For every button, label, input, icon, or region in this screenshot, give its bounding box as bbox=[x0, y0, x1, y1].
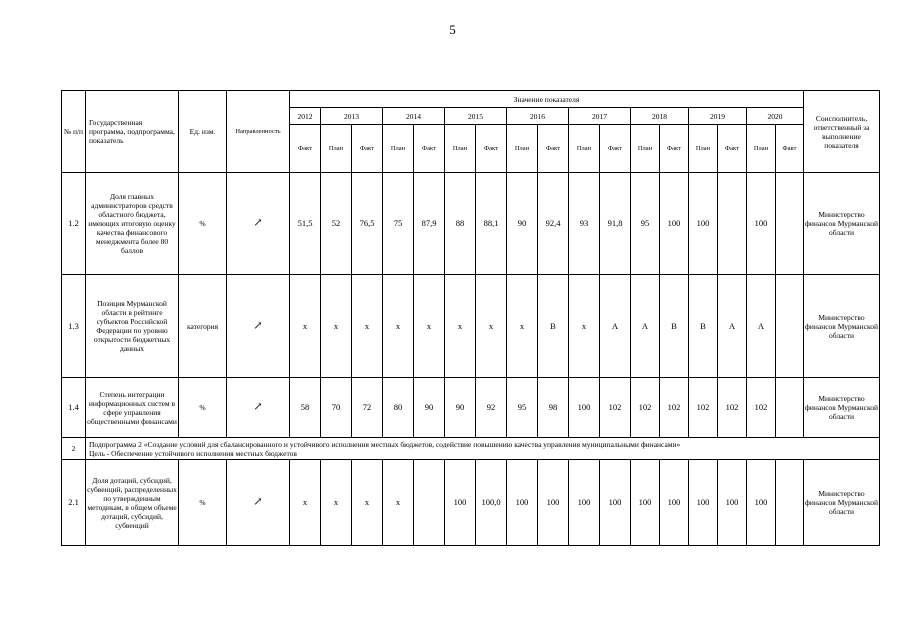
table-row bbox=[62, 275, 880, 378]
value-cell: 102 bbox=[660, 378, 689, 438]
value-cell: 100 bbox=[718, 460, 747, 546]
value-cell: 93 bbox=[569, 173, 600, 275]
subhdr-fact: Факт bbox=[718, 125, 747, 173]
value-cell: х bbox=[476, 275, 507, 378]
value-cell: 95 bbox=[631, 173, 660, 275]
value-cell: В bbox=[538, 275, 569, 378]
table-row bbox=[62, 378, 880, 438]
value-cell: х bbox=[414, 275, 445, 378]
executor-cell: Министерство финансов Мурманской области bbox=[804, 275, 880, 378]
value-cell: В bbox=[660, 275, 689, 378]
value-cell: 100 bbox=[538, 460, 569, 546]
value-cell: 100 bbox=[689, 173, 718, 275]
value-cell: 91,8 bbox=[600, 173, 631, 275]
year-2018: 2018 bbox=[631, 108, 689, 125]
value-cell: А bbox=[718, 275, 747, 378]
value-cell: 100 bbox=[569, 460, 600, 546]
subprogram-no: 2 bbox=[62, 438, 86, 460]
value-cell: 100 bbox=[660, 173, 689, 275]
row-number: 1.3 bbox=[62, 275, 86, 378]
value-cell: 100 bbox=[747, 460, 776, 546]
subhdr-plan: План bbox=[445, 125, 476, 173]
subhdr-fact: Факт bbox=[476, 125, 507, 173]
value-cell: 100 bbox=[507, 460, 538, 546]
value-cell: 51,5 bbox=[290, 173, 321, 275]
row-number: 1.4 bbox=[62, 378, 86, 438]
subhdr-plan: План bbox=[507, 125, 538, 173]
year-2014: 2014 bbox=[383, 108, 445, 125]
value-cell: 90 bbox=[414, 378, 445, 438]
value-cell: 100 bbox=[600, 460, 631, 546]
subhdr-fact: Факт bbox=[290, 125, 321, 173]
subhdr-fact: Факт bbox=[414, 125, 445, 173]
table-row bbox=[62, 173, 880, 275]
value-cell: 87,9 bbox=[414, 173, 445, 275]
indicator-name: Позиция Мурманской области в рейтинге субъектов Российской Федерации по уровню открытости бюджетных данных bbox=[86, 275, 179, 378]
value-cell: х bbox=[383, 460, 414, 546]
page-number: 5 bbox=[449, 22, 456, 37]
value-cell: 80 bbox=[383, 378, 414, 438]
value-cell bbox=[776, 173, 804, 275]
value-cell: х bbox=[321, 275, 352, 378]
subhdr-plan: План bbox=[747, 125, 776, 173]
year-2020: 2020 bbox=[747, 108, 804, 125]
header-value: Значение показателя bbox=[290, 91, 804, 108]
value-cell: 100 bbox=[569, 378, 600, 438]
unit-cell: категория bbox=[179, 275, 227, 378]
value-cell: 92,4 bbox=[538, 173, 569, 275]
value-cell: х bbox=[507, 275, 538, 378]
value-cell: А bbox=[747, 275, 776, 378]
header-executor: Соисполнитель, ответственный за выполнение показателя bbox=[804, 91, 880, 173]
value-cell: 102 bbox=[747, 378, 776, 438]
row-number: 2.1 bbox=[62, 460, 86, 546]
year-2013: 2013 bbox=[321, 108, 383, 125]
unit-cell: % bbox=[179, 173, 227, 275]
header-unit: Ед. изм. bbox=[179, 91, 227, 173]
value-cell: х bbox=[445, 275, 476, 378]
executor-cell: Министерство финансов Мурманской области bbox=[804, 460, 880, 546]
year-2016: 2016 bbox=[507, 108, 569, 125]
value-cell: 100,0 bbox=[476, 460, 507, 546]
indicator-name: Доля главных администраторов средств областного бюджета, имеющих итоговую оценку качества финансового менеджмента более 80 баллов bbox=[86, 173, 179, 275]
subhdr-plan: План bbox=[321, 125, 352, 173]
value-cell: 100 bbox=[631, 460, 660, 546]
value-cell bbox=[718, 173, 747, 275]
header-program: Государственная программа, подпрограмма, показатель bbox=[86, 91, 179, 173]
value-cell: 98 bbox=[538, 378, 569, 438]
subhdr-fact: Факт bbox=[352, 125, 383, 173]
value-cell: х bbox=[352, 460, 383, 546]
subhdr-plan: План bbox=[569, 125, 600, 173]
direction-arrow-icon: ↗ bbox=[227, 275, 290, 378]
subprogram-line1: Подпрограмма 2 «Создание условий для сбалансированного и устойчивого исполнения местных бюджетов, содействие повышению качества управления муниципальными финансами» bbox=[89, 439, 681, 449]
indicator-name: Доля дотаций, субсидий, субвенций, распределенных по утвержденным методикам, в общем объеме дотаций, субсидий, субвенций bbox=[86, 460, 179, 546]
value-cell: 88,1 bbox=[476, 173, 507, 275]
value-cell: 70 bbox=[321, 378, 352, 438]
direction-arrow-icon: ↗ bbox=[227, 460, 290, 546]
value-cell: х bbox=[290, 460, 321, 546]
value-cell: В bbox=[689, 275, 718, 378]
unit-cell: % bbox=[179, 378, 227, 438]
value-cell: 76,5 bbox=[352, 173, 383, 275]
header-direction: Направленность bbox=[227, 91, 290, 173]
executor-cell: Министерство финансов Мурманской области bbox=[804, 173, 880, 275]
subprogram-title bbox=[86, 438, 880, 460]
row-number: 1.2 bbox=[62, 173, 86, 275]
value-cell: 102 bbox=[689, 378, 718, 438]
value-cell: 102 bbox=[718, 378, 747, 438]
value-cell: 102 bbox=[600, 378, 631, 438]
value-cell: 100 bbox=[689, 460, 718, 546]
value-cell: 100 bbox=[445, 460, 476, 546]
value-cell: 100 bbox=[660, 460, 689, 546]
subprogram-goal: Цель - Обеспечение устойчивого исполнения местных бюджетов bbox=[89, 448, 297, 458]
unit-cell: % bbox=[179, 460, 227, 546]
year-2017: 2017 bbox=[569, 108, 631, 125]
year-2015: 2015 bbox=[445, 108, 507, 125]
executor-cell: Министерство финансов Мурманской области bbox=[804, 378, 880, 438]
value-cell: 92 bbox=[476, 378, 507, 438]
value-cell: 95 bbox=[507, 378, 538, 438]
value-cell: х bbox=[290, 275, 321, 378]
value-cell: х bbox=[352, 275, 383, 378]
value-cell: х bbox=[569, 275, 600, 378]
header-no: № п/п bbox=[62, 91, 86, 173]
subhdr-plan: План bbox=[383, 125, 414, 173]
value-cell bbox=[414, 460, 445, 546]
value-cell bbox=[776, 275, 804, 378]
value-cell: 75 bbox=[383, 173, 414, 275]
direction-arrow-icon: ↗ bbox=[227, 378, 290, 438]
value-cell: 102 bbox=[631, 378, 660, 438]
indicators-table bbox=[61, 90, 880, 546]
value-cell bbox=[776, 460, 804, 546]
value-cell: 90 bbox=[507, 173, 538, 275]
subhdr-fact: Факт bbox=[776, 125, 804, 173]
value-cell: 90 bbox=[445, 378, 476, 438]
value-cell: 58 bbox=[290, 378, 321, 438]
value-cell: А bbox=[600, 275, 631, 378]
subhdr-fact: Факт bbox=[600, 125, 631, 173]
value-cell: х bbox=[383, 275, 414, 378]
value-cell: 52 bbox=[321, 173, 352, 275]
subhdr-fact: Факт bbox=[660, 125, 689, 173]
subhdr-plan: План bbox=[689, 125, 718, 173]
direction-arrow-icon: ↗ bbox=[227, 173, 290, 275]
indicator-rows bbox=[62, 173, 880, 438]
table-row bbox=[62, 460, 880, 546]
subhdr-fact: Факт bbox=[538, 125, 569, 173]
value-cell: 88 bbox=[445, 173, 476, 275]
subhdr-plan: План bbox=[631, 125, 660, 173]
indicator-rows-sub2 bbox=[62, 460, 880, 546]
value-cell: х bbox=[321, 460, 352, 546]
value-cell: А bbox=[631, 275, 660, 378]
value-cell: 100 bbox=[747, 173, 776, 275]
value-cell: 72 bbox=[352, 378, 383, 438]
value-cell bbox=[776, 378, 804, 438]
year-2019: 2019 bbox=[689, 108, 747, 125]
indicator-name: Степень интеграции информационных систем в сфере управления общественными финансами bbox=[86, 378, 179, 438]
year-2012: 2012 bbox=[290, 108, 321, 125]
